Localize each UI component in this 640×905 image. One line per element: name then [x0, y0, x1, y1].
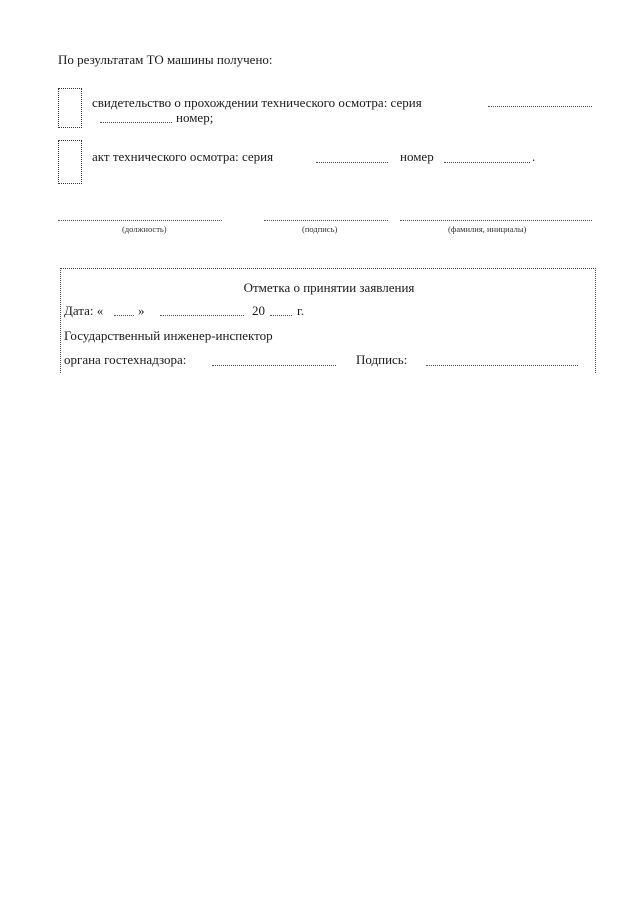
position-field[interactable]: [58, 220, 222, 221]
signature-caption: (подпись): [302, 224, 338, 234]
act-number-label: номер: [400, 149, 434, 164]
acceptance-signature-label: Подпись:: [356, 352, 408, 367]
act-label: акт технического осмотра: серия: [92, 149, 274, 164]
date-label: Дата: «: [64, 303, 104, 318]
act-series-field[interactable]: [316, 162, 388, 163]
certificate-series-field[interactable]: [488, 106, 592, 107]
inspector-name-field[interactable]: [212, 365, 336, 366]
act-number-field[interactable]: [444, 162, 530, 163]
date-year-field[interactable]: [270, 315, 292, 316]
name-field[interactable]: [400, 220, 592, 221]
certificate-checkbox[interactable]: [58, 88, 82, 128]
signature-field[interactable]: [264, 220, 388, 221]
year-suffix: г.: [297, 303, 305, 318]
section-heading: По результатам ТО машины получено:: [58, 52, 273, 67]
certificate-label: свидетельство о прохождении технического осмотра: серия: [92, 95, 422, 110]
name-caption: (фамилия, инициалы): [448, 224, 527, 234]
agency-label: органа гостехнадзора:: [64, 352, 187, 367]
certificate-number-field[interactable]: [100, 122, 172, 123]
certificate-number-label: номер;: [176, 110, 214, 125]
date-month-field[interactable]: [160, 315, 244, 316]
act-end-mark: .: [532, 149, 536, 164]
year-prefix: 20: [252, 303, 265, 318]
date-day-field[interactable]: [114, 315, 134, 316]
position-caption: (должность): [122, 224, 167, 234]
act-checkbox[interactable]: [58, 140, 82, 184]
acceptance-title: Отметка о принятии заявления: [243, 280, 415, 295]
acceptance-signature-field[interactable]: [426, 365, 578, 366]
inspector-label: Государственный инженер-инспектор: [64, 328, 273, 343]
date-close-quote: »: [138, 303, 145, 318]
